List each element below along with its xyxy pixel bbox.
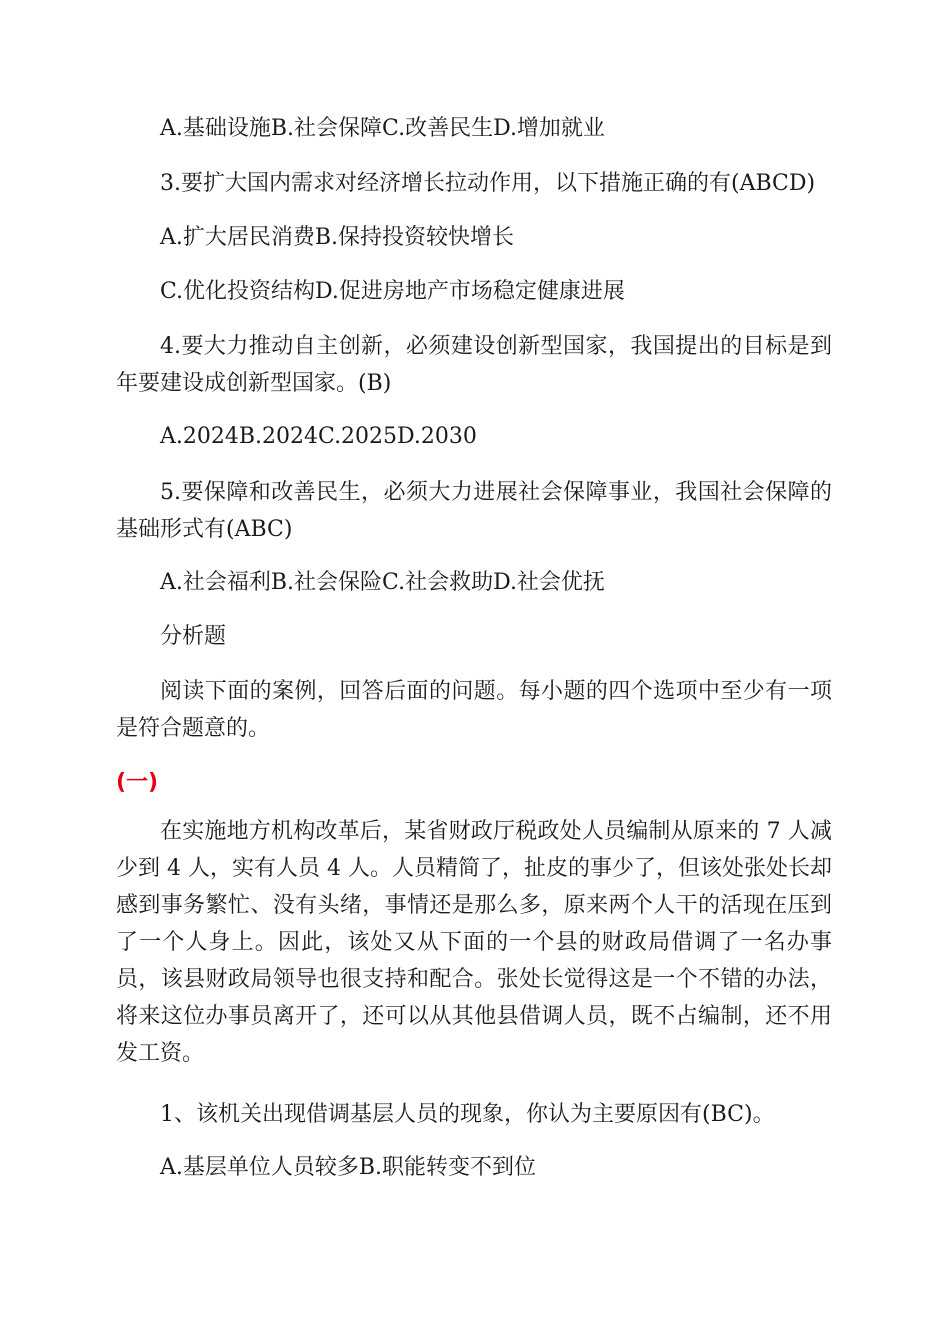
case-heading: (一) [116, 770, 159, 795]
question-5-options: A.社会福利B.社会保险C.社会救助D.社会优抚 [160, 570, 605, 595]
question-3-options-line-2: C.优化投资结构D.促进房地产市场稳定健康进展 [160, 279, 625, 304]
case-question-1-options: A.基层单位人员较多B.职能转变不到位 [160, 1155, 537, 1180]
question-5-text: 5.要保障和改善民生，必须大力进展社会保障事业，我国社会保障的基础形式有(ABC) [116, 480, 832, 542]
case-question-1-text: 1、该机关出现借调基层人员的现象，你认为主要原因有(BC)。 [160, 1102, 775, 1127]
question-4-options: A.2024B.2024C.2025D.2030 [160, 424, 477, 449]
instructions-paragraph: 阅读下面的案例，回答后面的问题。每小题的四个选项中至少有一项是符合题意的。 [116, 679, 832, 741]
question-3-text: 3.要扩大国内需求对经济增长拉动作用，以下措施正确的有(ABCD) [160, 171, 816, 196]
case-paragraph: 在实施地方机构改革后，某省财政厅税政处人员编制从原来的 7 人减少到 4 人，实有人员 4 人。人员精简了，扯皮的事少了，但该处张处长却感到事务繁忙、没有头绪，事情还是那么多，原来两个人干的活现在压到了一个人身上。因此，该处又从下面的一个县的财政局借调了一名办事员，该县财政局领导也很支持和配合。张处长觉得这是一个不错的办法，将来这位办事员离开了，还可以从其他县借调人员，既不占编制，还不用发工资。 [116, 819, 832, 1066]
section-title: 分析题 [160, 624, 227, 649]
question-2-options: A.基础设施B.社会保障C.改善民生D.增加就业 [160, 116, 605, 141]
question-3-options-line-1: A.扩大居民消费B.保持投资较快增长 [160, 225, 515, 250]
question-4-text: 4.要大力推动自主创新，必须建设创新型国家，我国提出的目标是到年要建设成创新型国家。(B) [116, 334, 832, 396]
